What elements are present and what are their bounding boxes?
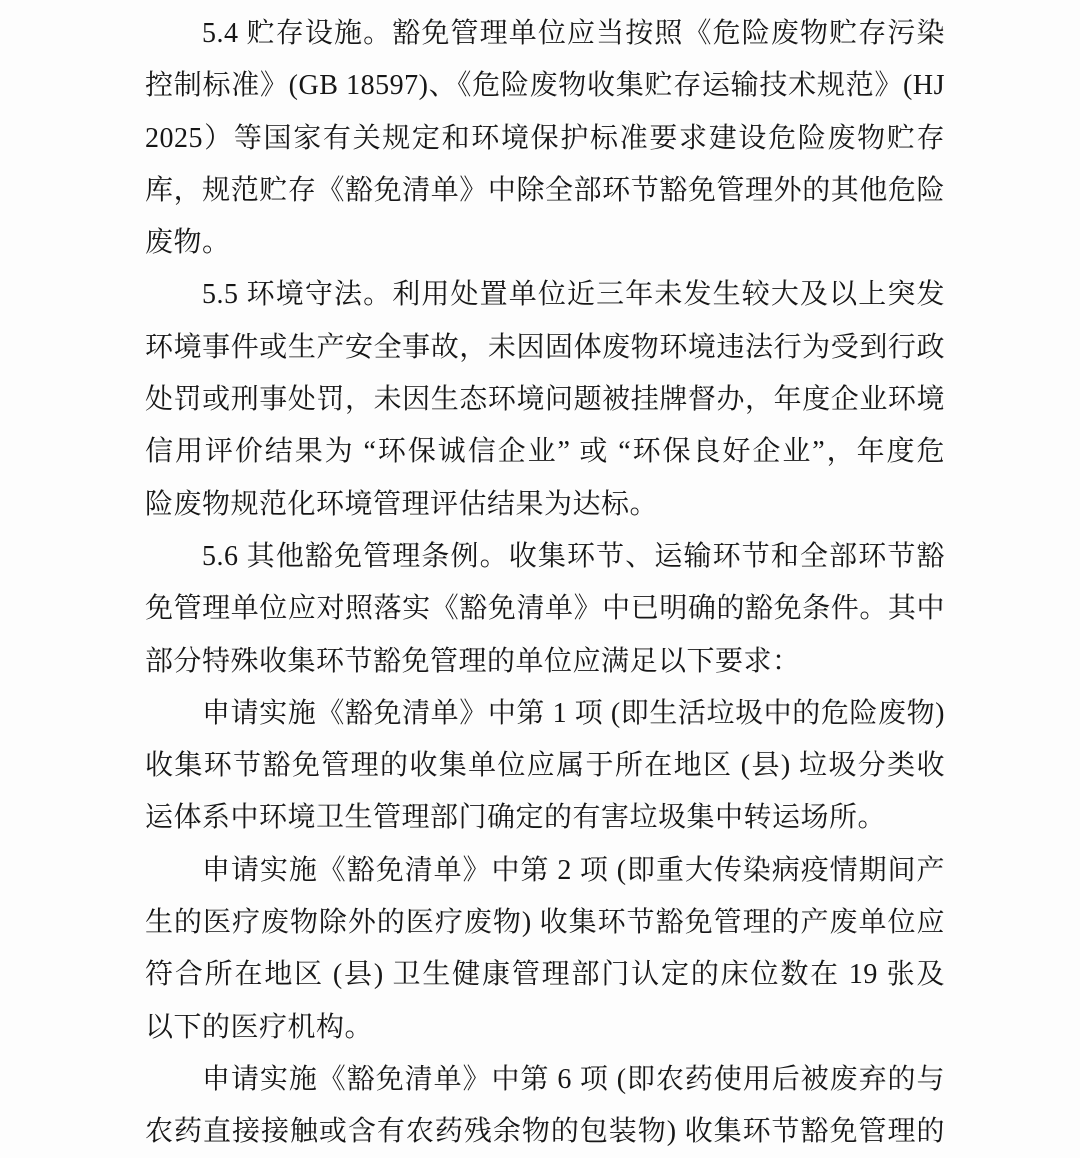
text-line: 运体系中环境卫生管理部门确定的有害垃圾集中转运场所。	[145, 802, 887, 834]
text-line: 以下的医疗机构。	[145, 1011, 374, 1043]
item-1-household-garbage-hazardous-waste	[145, 688, 945, 845]
text-line: 申请实施《豁免清单》中第 6 项 (即农药使用后被废弃的与	[202, 1063, 945, 1095]
text-line: 险废物规范化环境管理评估结果为达标。	[145, 488, 659, 520]
text-line: 信用评价结果为 “环保诚信企业” 或 “环保良好企业”，年度危	[145, 436, 945, 468]
text-line: 处罚或刑事处罚，未因生态环境问题被挂牌督办，年度企业环境	[145, 384, 945, 416]
section-5-4-storage-facilities	[145, 8, 945, 269]
item-6-pesticide-packaging-waste	[145, 1054, 945, 1158]
text-line: 控制标准》(GB 18597)、《危险废物收集贮存运输技术规范》(HJ	[145, 70, 945, 102]
text-line: 库，规范贮存《豁免清单》中除全部环节豁免管理外的其他危险	[145, 174, 945, 206]
text-line: 申请实施《豁免清单》中第 2 项 (即重大传染病疫情期间产	[202, 854, 945, 886]
text-line: 2025）等国家有关规定和环境保护标准要求建设危险废物贮存	[145, 122, 945, 154]
text-line: 收集环节豁免管理的收集单位应属于所在地区 (县) 垃圾分类收	[145, 750, 945, 782]
item-2-medical-waste	[145, 845, 945, 1054]
section-5-5-environmental-compliance	[145, 269, 945, 530]
text-line: 5.5 环境守法。利用处置单位近三年未发生较大及以上突发	[202, 279, 945, 311]
text-line: 免管理单位应对照落实《豁免清单》中已明确的豁免条件。其中	[145, 593, 945, 625]
text-line: 环境事件或生产安全事故，未因固体废物环境违法行为受到行政	[145, 331, 945, 363]
section-5-6-other-exemption-rules	[145, 531, 945, 688]
text-line: 5.4 贮存设施。豁免管理单位应当按照《危险废物贮存污染	[202, 18, 945, 49]
text-line: 农药直接接触或含有农药残余物的包装物) 收集环节豁免管理的	[145, 1116, 945, 1148]
text-line: 废物。	[145, 227, 231, 259]
text-line: 申请实施《豁免清单》中第 1 项 (即生活垃圾中的危险废物)	[202, 697, 945, 729]
text-line: 符合所在地区 (县) 卫生健康管理部门认定的床位数在 19 张及	[145, 959, 945, 991]
text-line: 部分特殊收集环节豁免管理的单位应满足以下要求：	[145, 645, 801, 677]
text-block	[145, 0, 945, 1158]
text-line: 5.6 其他豁免管理条例。收集环节、运输环节和全部环节豁	[202, 540, 945, 572]
text-line: 生的医疗废物除外的医疗废物) 收集环节豁免管理的产废单位应	[145, 907, 945, 939]
